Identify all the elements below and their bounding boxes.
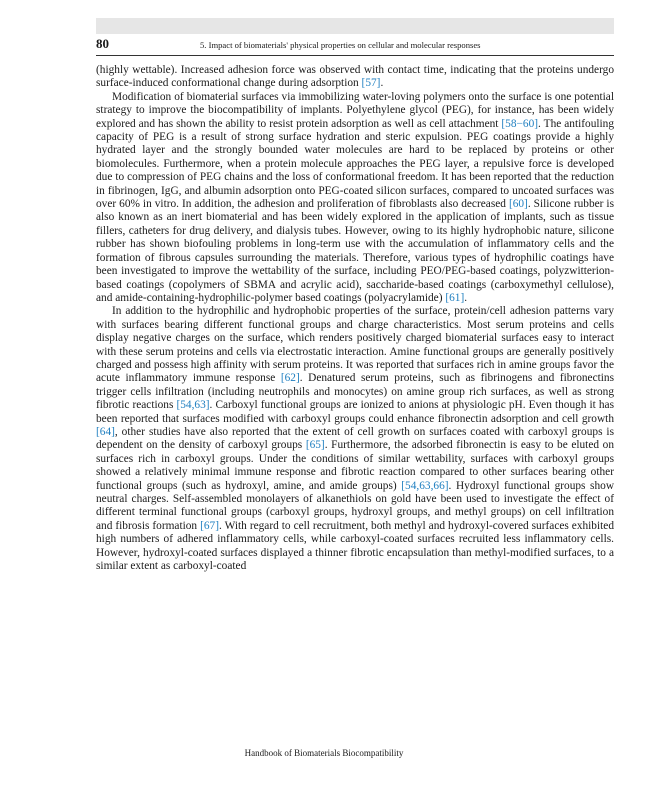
paragraph: [96, 305, 614, 573]
header-band: [96, 18, 614, 34]
text-run: (highly wettable). Increased adhesion force was observed with contact time, indicating that the proteins undergo surface-induced conformational change during adsorption: [96, 64, 614, 90]
citation-link[interactable]: [64]: [96, 425, 115, 438]
text-run: , other studies have also reported that the extent of cell growth on surfaces coated with carboxyl groups is dependent on the density of carboxyl groups: [96, 425, 614, 452]
text-run: . Denatured serum proteins, such as fibrinogens and fibronectins trigger cells infiltration (including neutrophils and monocytes) on amine group rich surfaces, as well as strong fibrotic reactions: [96, 372, 614, 412]
text-run: In addition to the hydrophilic and hydrophobic properties of the surface, protein/cell adhesion patterns vary with surfaces bearing different functional groups and charge characteristics. Most serum proteins and cells display negative charges on the surface, which renders positively charged biomaterial surfaces easy to interact with these serum proteins and cells via electrostatic interaction. Amine functional groups are generally positively charged and possess high affinity with serum proteins. It was reported that surfaces rich in amine groups favor the acute inflammatory immune response: [96, 305, 614, 385]
citation-link[interactable]: [67]: [200, 519, 219, 532]
citation-link[interactable]: [61]: [445, 291, 465, 304]
citation-link[interactable]: [57]: [361, 77, 381, 90]
text-run: .: [464, 291, 468, 304]
text-run: . Hydroxyl functional groups show neutral charges. Self-assembled monolayers of alkanethiols on gold have been used to investigate the effect of different terminal functional groups (carboxyl groups, hydroxyl groups, and methyl groups) on cell infiltration and fibrosis formation: [96, 479, 615, 532]
citation-link[interactable]: [60]: [508, 198, 528, 211]
paragraph: [96, 91, 614, 306]
text-run: . With regard to cell recruitment, both methyl and hydroxyl-covered surfaces exhibited high numbers of adhered inflammatory cells, while carboxyl-coated surfaces recruited less inflammatory cells. However, hydroxyl-coated surfaces displayed a thinner fibrotic encapsulation than methyl-modified surfaces, to a similar extent as carboxyl-coated: [96, 519, 614, 573]
text-run: . Carboxyl functional groups are ionized to anions at physiologic pH. Even though it has been reported that surfaces modified with carboxyl groups could enhance fibronectin adsorption and cell growth: [96, 399, 614, 425]
citation-link[interactable]: [65]: [305, 439, 325, 452]
text-run: . The antifouling capacity of PEG is a result of strong surface hydration and steric expulsion. PEG coatings provide a highly hydrated layer and the strongly bounded water molecules are hard to be replaced by proteins or other biomolecules. Furthermore, when a protein molecule approaches the PEG layer, a repulsive force is developed due to compression of PEG chains and the loss of conformational freedom. It has been reported that the reduction in fibrinogen, IgG, and albumin adsorption onto PEG-coated silicon surfaces, compared to uncoated surfaces was over 60% in vitro. In addition, the adhesion and proliferation of fibroblasts also decreased: [96, 117, 615, 211]
page-header: [96, 36, 614, 54]
header-rule: [96, 55, 614, 56]
citation-link[interactable]: [62]: [280, 372, 300, 385]
text-run: . Furthermore, the adsorbed fibronectin is easy to be eluted on surfaces rich in carboxyl groups. Under the conditions of similar wettability, surfaces with carboxyl groups showed a relatively minimal immune response and fibrotic reaction compared to other surfaces bearing other functional groups (such as hydroxyl, amine, and amide groups): [96, 439, 614, 492]
page-number: 80: [96, 36, 109, 51]
chapter-title: 5. Impact of biomaterials' physical properties on cellular and molecular responses: [200, 40, 481, 50]
text-run: . Silicone rubber is also known as an inert biomaterial and has been widely explored in the application of implants, such as tissue fillers, catheters for drug delivery, and dialysis tubes. However, owing to its highly hydrophobic nature, silicone rubber has shown biofouling problems in long-term use with the accumulation of inflammatory cells and the formation of fibrous capsules surrounding the materials. Therefore, various types of hydrophilic coatings have been investigated to improve the wettability of the surface, including PEO/PEG-based coatings, polyzwitterion-based coatings (copolymers of SBMA and acrylic acid), saccharide-based coatings (carboxymethyl cellulose), and amide-containing-hydrophilic-polymer based coatings (polyacrylamide): [96, 198, 614, 304]
text-run: Modification of biomaterial surfaces via immobilizing water-loving polymers onto the surface is one potential strategy to improve the biocompatibility of implants. Polyethylene glycol (PEG), for instance, has been widely explored and has shown the ability to resist protein adsorption as well as cell attachment: [96, 90, 614, 130]
citation-link[interactable]: [54,63,66]: [401, 479, 449, 492]
page-footer: Handbook of Biomaterials Biocompatibility: [244, 748, 404, 758]
citation-link[interactable]: [54,63]: [176, 399, 210, 412]
citation-link[interactable]: [58−60]: [501, 117, 539, 130]
body-text: [96, 64, 614, 573]
paragraph: [96, 64, 614, 91]
text-run: .: [380, 77, 384, 90]
